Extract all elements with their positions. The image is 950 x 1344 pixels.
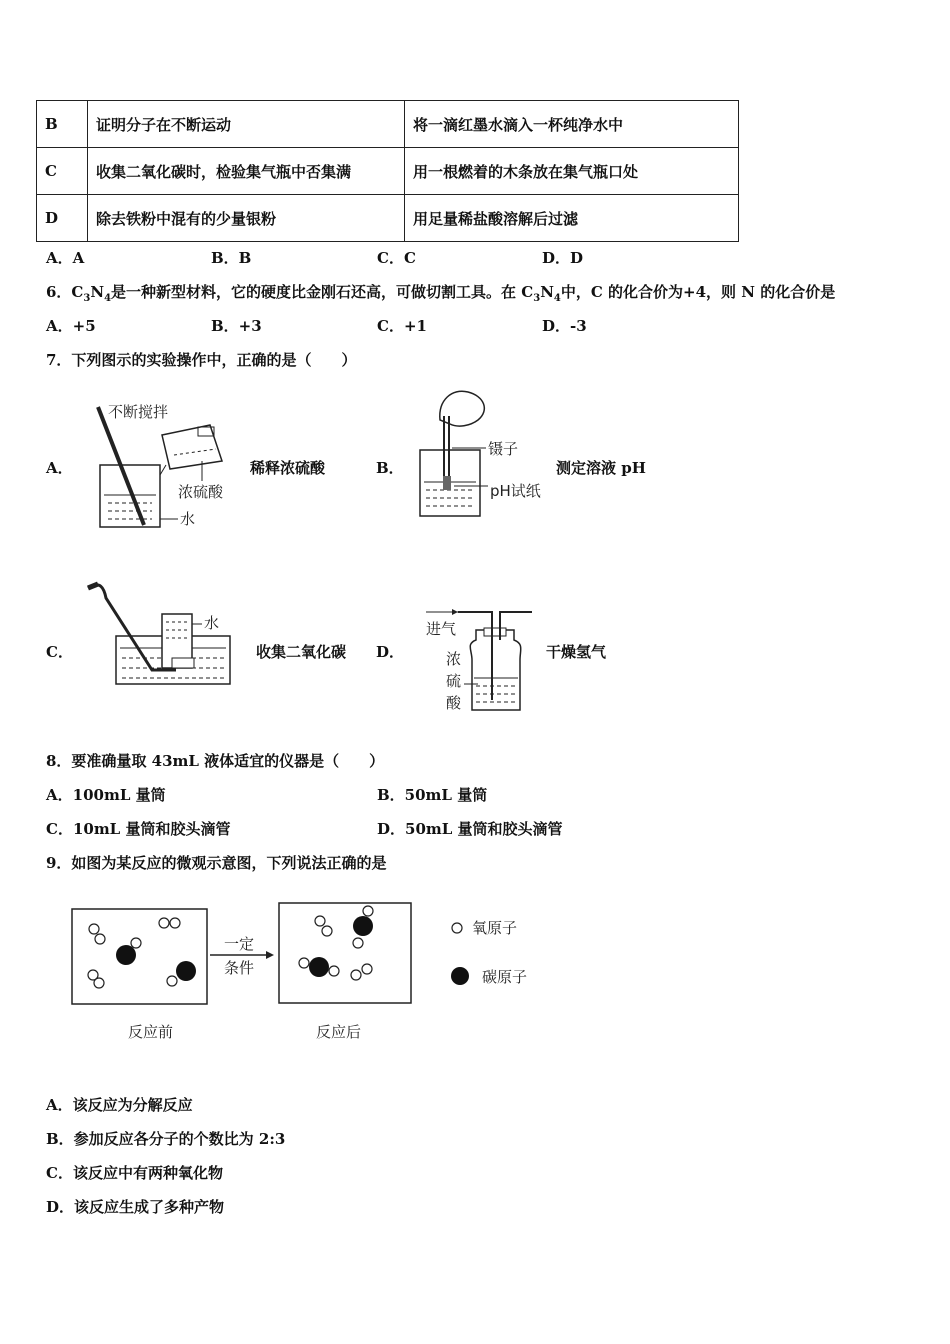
- reaction-diagram: [60, 895, 560, 1055]
- q9-option-d: D．该反应生成了多种产物: [46, 1198, 225, 1216]
- label-gas-in: 进气: [426, 620, 457, 638]
- label-tweezers: 镊子: [488, 440, 519, 458]
- carbon-legend-label: 碳原子: [482, 968, 528, 986]
- row-key: D: [37, 195, 88, 242]
- label-conc: 浓: [446, 650, 462, 668]
- drying-diagram: [420, 600, 545, 718]
- carbon-legend-icon: [451, 967, 469, 985]
- option-b: B．50mL 量筒: [377, 786, 488, 804]
- hand-icon: [440, 391, 485, 426]
- row-method: 用一根燃着的木条放在集气瓶口处: [405, 148, 739, 195]
- q7-d-caption: 干燥氢气: [546, 643, 607, 661]
- row-method: 将一滴红墨水滴入一杯纯净水中: [405, 101, 739, 148]
- after-label: 反应后: [316, 1023, 362, 1041]
- q7-a-letter: A．: [46, 459, 73, 477]
- row-purpose: 收集二氧化碳时，检验集气瓶中否集满: [88, 148, 405, 195]
- q6-stem: 6．$C_3N_4$是一种新型材料，它的硬度比金刚石还高，可做切割工具。在 $C_3N_4$中，C 的化合价为+4，则 N 的化合价是: [46, 283, 836, 304]
- arrow-top-label: 一定: [224, 935, 255, 953]
- label-ph-paper: pH试纸: [490, 482, 541, 500]
- co2-collection-diagram: [80, 578, 250, 693]
- option-a: A．+5: [46, 317, 96, 335]
- option-c: C．10mL 量筒和胶头滴管: [46, 820, 231, 838]
- option-c: C．C: [377, 249, 416, 267]
- arrow-bottom-label: 条件: [224, 959, 255, 977]
- q9-option-a: A．该反应为分解反应: [46, 1096, 193, 1114]
- ph-test-diagram: [400, 380, 560, 525]
- label-stir: 不断搅拌: [108, 403, 169, 421]
- row-key: B: [37, 101, 88, 148]
- option-a: A．100mL 量筒: [46, 786, 166, 804]
- label-acid: 浓硫酸: [178, 483, 224, 501]
- option-d: D．-3: [542, 317, 587, 335]
- option-a: A．A: [46, 249, 85, 267]
- row-purpose: 证明分子在不断运动: [88, 101, 405, 148]
- q7-d-letter: D．: [376, 643, 405, 661]
- label-acid: 酸: [446, 694, 462, 712]
- table-row: [37, 148, 739, 195]
- q9-option-b: B．参加反应各分子的个数比为 2:3: [46, 1130, 286, 1148]
- before-label: 反应前: [128, 1023, 174, 1041]
- q9-option-c: C．该反应中有两种氧化物: [46, 1164, 223, 1182]
- option-b: B．B: [211, 249, 252, 267]
- q7-c-caption: 收集二氧化碳: [256, 643, 347, 661]
- q7-c-letter: C．: [46, 643, 73, 661]
- reagent-bottle: [162, 425, 222, 469]
- q7-a-caption: 稀释浓硫酸: [250, 459, 326, 477]
- option-b: B．+3: [211, 317, 262, 335]
- row-key: C: [37, 148, 88, 195]
- q8-stem: 8．要准确量取 43mL 液体适宜的仪器是（ ）: [46, 752, 385, 770]
- options-table: [36, 100, 739, 242]
- option-d: D．50mL 量筒和胶头滴管: [377, 820, 563, 838]
- option-c: C．+1: [377, 317, 427, 335]
- option-d: D．D: [542, 249, 584, 267]
- q7-b-letter: B．: [376, 459, 404, 477]
- label-sulfur: 硫: [446, 672, 462, 690]
- label-water: 水: [204, 614, 220, 632]
- oxygen-legend-label: 氧原子: [472, 919, 518, 937]
- q9-stem: 9．如图为某反应的微观示意图，下列说法正确的是: [46, 854, 387, 872]
- table-row: [37, 195, 739, 242]
- label-water: 水: [180, 510, 196, 528]
- oxygen-legend-icon: [452, 923, 462, 933]
- row-purpose: 除去铁粉中混有的少量银粉: [88, 195, 405, 242]
- after-box: [279, 903, 411, 1003]
- dilution-diagram: [70, 395, 250, 535]
- row-method: 用足量稀盐酸溶解后过滤: [405, 195, 739, 242]
- table-row: [37, 101, 739, 148]
- before-box: [72, 909, 207, 1004]
- q7-b-caption: 测定溶液 pH: [556, 459, 646, 477]
- q7-stem: 7．下列图示的实验操作中，正确的是（ ）: [46, 351, 357, 369]
